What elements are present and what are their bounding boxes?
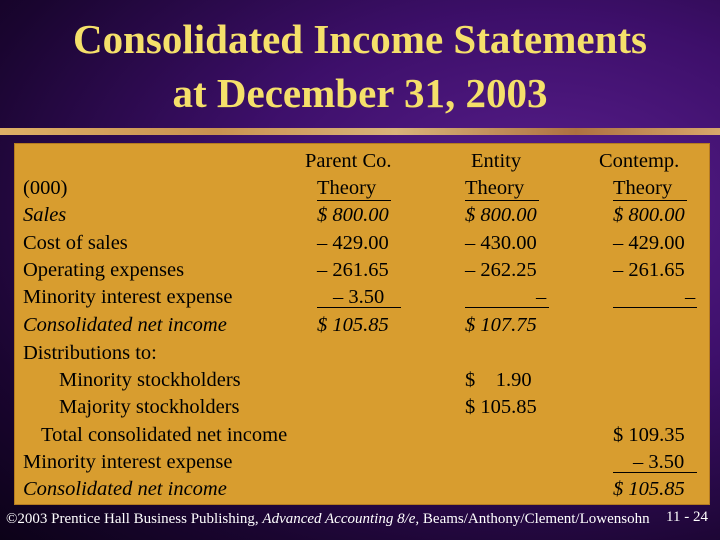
minority-interest-expense-2-contemp: – 3.50 — [633, 451, 685, 473]
minority-interest-expense-2-contemp-underline — [613, 472, 697, 473]
operating-expenses-entity: – 262.25 — [465, 259, 537, 281]
row-label-minority-stockholders: Minority stockholders — [59, 369, 241, 391]
operating-expenses-contemp: – 261.65 — [613, 259, 685, 281]
header-contemp-line-2: Theory — [613, 177, 673, 199]
minority-interest-expense-entity-underline — [465, 307, 549, 308]
minority-interest-expense-contemp: – — [685, 286, 696, 308]
header-parent-line-1: Parent Co. — [305, 150, 392, 172]
book-title: Advanced Accounting 8/e, — [262, 511, 420, 527]
row-label-majority-stockholders: Majority stockholders — [59, 396, 240, 418]
row-label-sales: Sales — [23, 204, 67, 226]
copyright-text: ©2003 Prentice Hall Business Publishing, — [6, 511, 263, 527]
sales-parent: $ 800.00 — [317, 204, 389, 226]
minority-interest-expense-parent-underline — [317, 307, 401, 308]
row-label-consolidated-net-income: Consolidated net income — [23, 314, 227, 336]
header-parent-underline — [317, 200, 391, 201]
row-label-consolidated-net-income-2: Consolidated net income — [23, 478, 227, 500]
row-label-minority-interest-expense: Minority interest expense — [23, 286, 233, 308]
header-parent-line-2: Theory — [317, 177, 377, 199]
consolidated-net-income-entity: $ 107.75 — [465, 314, 537, 336]
row-label-distributions-to: Distributions to: — [23, 342, 157, 364]
cost-of-sales-entity: – 430.00 — [465, 232, 537, 254]
majority-stockholders-entity: $ 105.85 — [465, 396, 537, 418]
slide-title-line-1: Consolidated Income Statements — [73, 16, 647, 62]
page-number: 11 - 24 — [666, 509, 708, 525]
operating-expenses-parent: – 261.65 — [317, 259, 389, 281]
row-label-minority-interest-expense-2: Minority interest expense — [23, 451, 233, 473]
minority-interest-expense-contemp-underline — [613, 307, 697, 308]
copyright-footer — [6, 510, 650, 528]
consolidated-net-income-parent: $ 105.85 — [317, 314, 389, 336]
row-label-cost-of-sales: Cost of sales — [23, 232, 128, 254]
consolidated-net-income-2-contemp: $ 105.85 — [613, 478, 685, 500]
header-contemp-underline — [613, 200, 687, 201]
header-contemp-line-1: Contemp. — [599, 150, 680, 172]
header-entity-line-1: Entity — [471, 150, 522, 172]
units-label: (000) — [23, 177, 68, 199]
cost-of-sales-contemp: – 429.00 — [613, 232, 685, 254]
cost-of-sales-parent: – 429.00 — [317, 232, 389, 254]
total-consolidated-net-income-contemp: $ 109.35 — [613, 424, 685, 446]
minority-stockholders-entity: $ 1.90 — [465, 369, 532, 391]
sales-entity: $ 800.00 — [465, 204, 537, 226]
sales-contemp: $ 800.00 — [613, 204, 685, 226]
row-label-operating-expenses: Operating expenses — [23, 259, 185, 281]
authors-text: Beams/Anthony/Clement/Lowensohn — [419, 511, 650, 527]
row-label-total-consolidated-net-income: Total consolidated net income — [41, 424, 288, 446]
income-statement-table — [14, 143, 710, 505]
title-divider — [0, 128, 720, 135]
header-entity-line-2: Theory — [465, 177, 525, 199]
slide-title-line-2: at December 31, 2003 — [172, 70, 548, 116]
minority-interest-expense-entity: – — [536, 286, 547, 308]
minority-interest-expense-parent: – 3.50 — [333, 286, 385, 308]
header-entity-underline — [465, 200, 539, 201]
